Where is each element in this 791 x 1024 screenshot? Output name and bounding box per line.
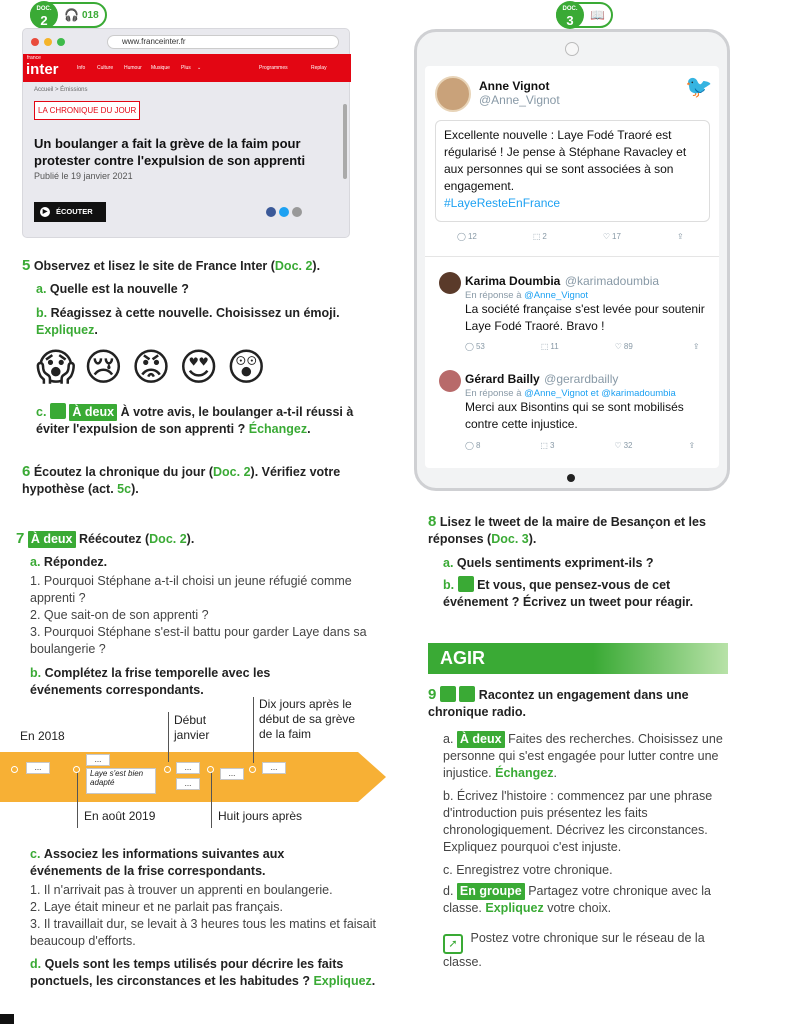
share-icon[interactable]: ⇪ [692,342,700,351]
pair-badge: À deux [69,404,117,421]
list-item: 2. Laye était mineur et ne parlait pas français. [30,900,283,914]
menu-programmes[interactable]: Programmes [259,65,288,71]
tweet-author [479,79,560,107]
timeline-point [207,766,214,773]
phone-mockup [414,29,730,491]
punct: ). [528,532,537,546]
blank-box[interactable]: ... [26,762,50,774]
agir-banner: AGIR [428,643,728,674]
exercise-title: Réécoutez ( [79,532,150,546]
group-badge: En groupe [457,883,525,900]
letter: d. [443,884,454,898]
address-bar[interactable]: www.franceinter.fr [107,35,339,49]
list-item: 3. Pourquoi Stéphane s'est-il battu pour garder Laye dans sa boulangerie ? [30,625,367,656]
letter: a. [36,282,47,296]
play-icon: ▶ [40,207,50,217]
timeline-point [11,766,18,773]
tweet-text: Merci aux Bisontins qui se sont mobilisés contre cette injustice. [465,400,684,431]
tweet-name: Anne Vignot [479,79,550,93]
question-text: Associez les informations suivantes aux événements de la frise correspondants. [30,847,285,878]
label-huit-jours: Huit jours après [218,809,303,823]
tweet-actions [457,232,684,241]
exercise-text: ). Vérifiez votre hypothèse (act. [22,465,341,496]
q9a: a. À deux Faites des recherches. Choisissez une personne qui s'est engagée pour lutter contre une injustice. Échangez. [443,732,723,780]
page-corner-mark [0,1014,14,1024]
q9d [443,883,733,917]
blank-box[interactable]: ... [262,762,286,774]
doc2-number: DOC. 2 [30,1,58,29]
q9c [443,862,733,879]
reply-prefix: En réponse à [465,290,522,301]
like-icon[interactable]: ♡ [614,342,622,351]
headphones-icon: 🎧 [64,8,79,22]
blank-box[interactable]: ... [176,778,200,790]
letter: b. [30,666,42,680]
q5c: c. À deux À votre avis, le boulanger a-t-il réussi à éviter l'expulsion de son apprenti ? Échangez. [36,405,354,436]
writing-icon [458,576,474,592]
share-icon[interactable]: ⇪ [676,232,684,241]
doc-reference: Doc. 2 [274,259,313,273]
doc-reference: Doc. 2 [149,532,187,546]
article-headline: Un boulanger a fait la grève de la faim pour protester contre l'expulsion de son apprenti [34,136,306,168]
reply-prefix: En réponse à [465,388,522,399]
letter: a. [443,732,454,746]
reply-count: 12 [467,232,477,241]
chronique-tag: LA CHRONIQUE DU JOUR [34,101,140,120]
exercise-9 [428,686,733,721]
question-text: Et vous, que pensez-vous de cet événement ? Écrivez un tweet pour réagir. [443,578,694,609]
doc3-badge [556,2,613,28]
question-text: Quels sont les temps utilisés pour décrire les faits ponctuels, les circonstances et les habitudes ? [30,957,344,988]
tweet-name: Karima Doumbia [465,274,561,288]
emoji-row [36,345,266,389]
question-text: À votre avis, le boulanger a-t-il réussi à éviter l'expulsion de son apprenti ? [36,405,354,436]
scrollbar[interactable] [343,104,347,179]
tweet-handle: @karimadoumbia [564,274,660,288]
heart-eyes-emoji-icon[interactable]: 😍 [178,345,219,389]
instruction: Expliquez [313,974,372,988]
home-button[interactable] [567,474,575,482]
scream-emoji-icon[interactable]: 😱 [36,345,76,389]
avatar [439,272,461,294]
tweet-card [435,120,710,222]
retweet-icon[interactable]: ⬚ [540,441,548,450]
punct: ). [186,532,195,546]
question-text: Enregistrez votre chronique. [456,863,613,877]
punct: ). [312,259,321,273]
exercise-number: 6 [22,463,31,480]
timeline-point [164,766,171,773]
angry-emoji-icon[interactable]: 😡 [131,345,171,389]
blank-box[interactable]: ... [176,762,200,774]
menu-humour[interactable]: Humour [124,65,142,71]
exercise-number: 7 [16,530,25,547]
doc2-badge [30,2,107,28]
audio-track: 018 [81,9,99,21]
like-count: 32 [623,441,633,450]
tweet-handle: @gerardbailly [544,372,619,386]
exercise-6 [22,463,372,498]
rocket-icon: ➚ [443,934,463,954]
listen-button[interactable] [34,202,106,222]
retweet-icon[interactable]: ⬚ [532,232,541,241]
list-item: 1. Pourquoi Stéphane a-t-il choisi un jeune réfugié comme apprenti ? [30,574,352,605]
instruction: Expliquez [485,901,544,915]
avatar [435,76,471,112]
letter: a. [443,556,454,570]
mention-link[interactable]: @Anne_Vignot [524,290,589,301]
exercise-5 [22,257,362,275]
q7c-list [30,882,390,950]
reply-icon[interactable]: ◯ [457,232,466,241]
q9-post [443,930,733,971]
logo-small: france [27,55,41,61]
tweet-name: Gérard Bailly [465,372,540,386]
question-text: Complétez la frise temporelle avec les événements correspondants. [30,666,271,697]
blank-box[interactable]: ... [86,754,110,766]
q8a [443,555,654,572]
timeline-arrowhead [358,752,386,802]
list-item: 1. Il n'arrivait pas à trouver un apprenti en boulangerie. [30,883,333,897]
twitter-bird-icon: 🐦 [685,74,713,99]
reply-icon[interactable]: ◯ [465,441,474,450]
sad-emoji-icon[interactable]: 😢 [83,345,124,389]
share-icon[interactable] [292,207,302,217]
share-icon[interactable]: ⇪ [688,441,696,450]
instruction: Expliquez [36,323,95,337]
phone-speaker [565,42,579,56]
question-text: Quels sentiments expriment-ils ? [456,556,654,570]
menu-culture[interactable]: Culture [97,65,114,71]
letter: c. [30,847,41,861]
blank-box[interactable]: ... [220,768,244,780]
tweet-text: La société française s'est levée pour soutenir Laye Fodé Traoré. Bravo ! [465,302,705,333]
letter: c. [36,405,47,419]
phone-screen [425,66,719,468]
reply-tweet-1 [465,272,715,335]
exercise-7 [16,530,194,548]
timeline-tick [253,697,254,763]
letter: b. [443,578,455,592]
tweet-handle: @Anne_Vignot [479,93,560,107]
question-text: Faites des recherches. Choisissez une personne qui s'est engagée pour lutter contre une injustice. [443,732,723,780]
tweet-actions [465,441,695,450]
speech-bubble-icon [50,403,66,419]
timeline-tick [77,772,78,828]
event-box-laye: Laye s'est bien adapté [86,768,156,794]
question-text: Réagissez à cette nouvelle. Choisissez un émoji. [50,306,340,320]
q7d: d. Quels sont les temps utilisés pour décrire les faits ponctuels, les circonstances et les habitudes ? Expliquez. [30,957,376,988]
reply-count: 53 [475,342,485,351]
mention-link[interactable]: @Anne_Vignot et @karimadoumbia [524,388,676,399]
question-text: Partagez votre chronique avec la classe. [443,884,711,915]
exercise-title: Racontez un engagement dans une chronique radio. [428,688,689,719]
reply-tweet-2 [465,370,717,433]
timeline-band [0,752,358,802]
menu-plus[interactable]: Plus [181,65,191,71]
maximize-dot [57,38,65,46]
hashtag-link[interactable]: #LayeResteEnFrance [444,196,561,210]
q5b: b. Réagissez à cette nouvelle. Choisissez un émoji. Expliquez. [36,306,340,337]
q7a [30,554,107,571]
letter: c. [443,863,453,877]
menu-info[interactable]: Info [77,65,86,71]
listen-label: ÉCOUTER [56,207,93,216]
timeline-point [73,766,80,773]
q5a [36,281,189,298]
exercise-text: Écoutez la chronique du jour ( [33,465,214,479]
retweet-count: 2 [542,232,547,241]
list-item: 3. Il travaillait dur, se levait à 3 heures tous les matins et faisait beaucoup d'efforts. [30,917,377,948]
breadcrumb: Accueil > Émissions [34,87,88,93]
activity-reference: 5c [117,482,132,496]
france-inter-logo: inter [26,61,59,78]
q8b [443,576,733,611]
q7b [30,665,340,699]
book-icon: 📖 [590,8,605,22]
timeline-point [249,766,256,773]
timeline-tick [211,772,212,828]
like-count: 17 [612,232,621,241]
twitter-share-icon[interactable] [279,207,289,217]
facebook-icon[interactable] [266,207,276,217]
exercise-number: 9 [428,686,437,703]
doc-reference: Doc. 3 [491,532,529,546]
label-dix-jours: Dix jours après le début de sa grève de la faim [259,697,356,741]
letter: b. [36,306,48,320]
minimize-dot [44,38,52,46]
instruction: Échangez [495,766,554,780]
site-header [23,54,351,82]
exercise-title: Observez et lisez le site de France Inter ( [33,259,275,273]
doc-reference: Doc. 2 [213,465,251,479]
pair-badge: À deux [457,731,505,748]
divider [425,256,719,257]
question-text: Quelle est la nouvelle ? [49,282,189,296]
tweet-actions [465,342,700,351]
speech-bubble-icon [459,686,475,702]
instruction: Échangez [248,422,308,436]
retweet-icon[interactable]: ⬚ [540,342,549,351]
published-date: Publié le 19 janvier 2021 [34,171,133,181]
reply-icon[interactable]: ◯ [465,342,474,351]
astonished-emoji-icon[interactable]: 😲 [226,345,267,389]
q7a-list [30,573,385,658]
question-text: Répondez. [43,555,108,569]
label-debut-janvier: Début janvier [174,713,210,742]
pair-badge: À deux [28,531,76,548]
question-text: votre choix. [547,901,612,915]
reply-count: 8 [475,441,481,450]
doc3-number: DOC. 3 [556,1,584,29]
q9b [443,788,733,856]
timeline-tick [168,712,169,762]
punct: ). [131,482,139,496]
close-dot [31,38,39,46]
exercise-number: 5 [22,257,31,274]
menu-replay[interactable]: Replay [311,65,327,71]
list-item: 2. Que sait-on de son apprenti ? [30,608,209,622]
exercise-number: 8 [428,513,437,530]
letter: a. [30,555,41,569]
like-count: 89 [623,342,633,351]
exercise-8 [428,513,738,548]
like-icon[interactable]: ♡ [614,441,622,450]
france-inter-browser [22,28,350,238]
menu-musique[interactable]: Musique [151,65,170,71]
letter: d. [30,957,42,971]
exercise-title: Lisez le tweet de la maire de Besançon et les réponses ( [428,515,706,546]
question-text: Écrivez l'histoire : commencez par une phrase d'introduction puis présentez les faits chronologiquement. Décrivez les circonstances. Expliquez pourquoi c'est injuste. [443,789,713,854]
retweet-count: 3 [549,441,555,450]
avatar [439,370,461,392]
like-icon[interactable]: ♡ [602,232,611,241]
label-2018: En 2018 [20,729,65,743]
tweet-text: Excellente nouvelle : Laye Fodé Traoré est régularisé ! Je pense à Stéphane Ravacley et aux personnes qui se sont associées à son engagement. [444,128,687,193]
retweet-count: 11 [550,342,559,351]
letter: b. [443,789,454,803]
label-aout-2019: En août 2019 [84,809,156,823]
writing-icon [440,686,456,702]
chevron-down-icon: ⌄ [197,65,202,71]
q7c [30,846,340,880]
post-instruction: Postez votre chronique sur le réseau de la classe. [443,931,705,969]
